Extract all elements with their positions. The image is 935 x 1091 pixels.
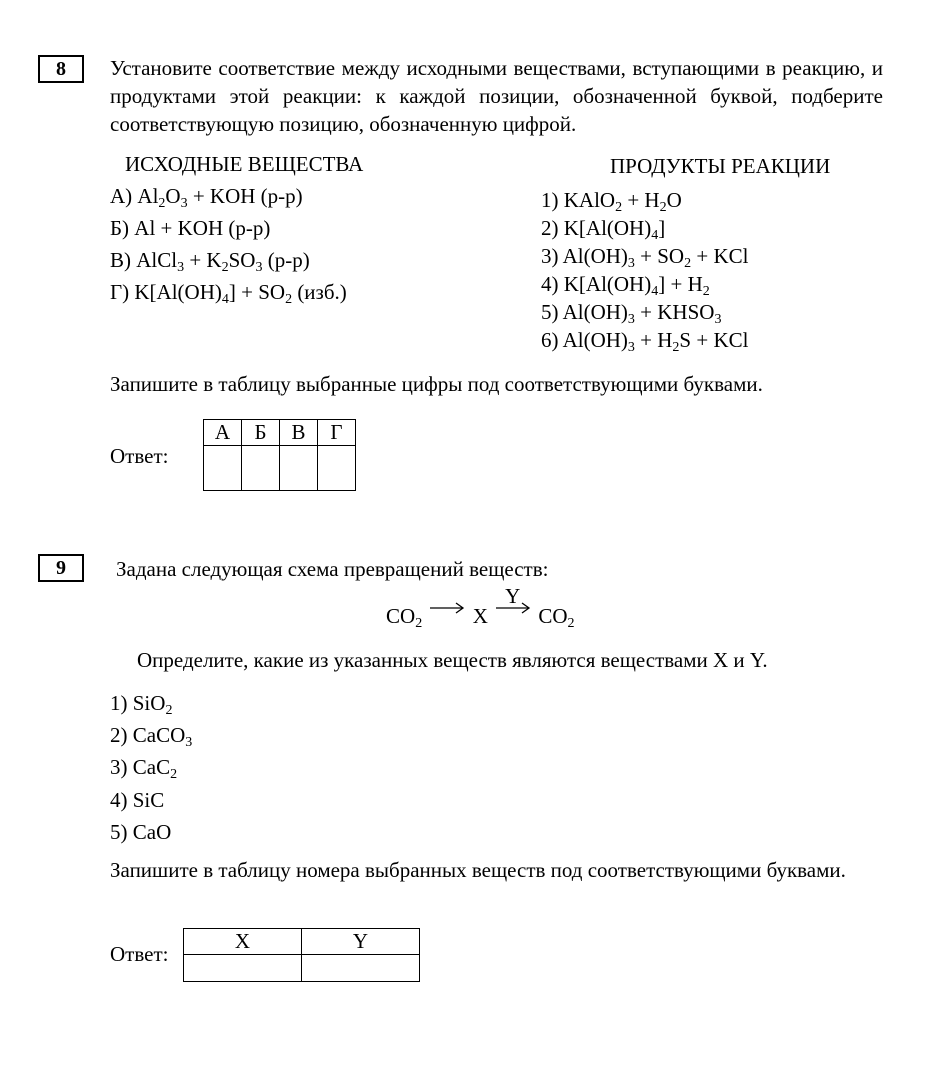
q8-right-header: ПРОДУКТЫ РЕАКЦИИ bbox=[610, 154, 831, 178]
product-2: 2) $K[Al(OH)_4]$ bbox=[541, 216, 666, 243]
product-5: 5) $Al(OH)_3$ + $KHSO_3$ bbox=[541, 300, 722, 327]
question-number-9: 9 bbox=[38, 554, 84, 582]
arrow-right-icon bbox=[429, 598, 465, 618]
product-6: 6) $Al(OH)_3 + H_2S$ + KCl bbox=[541, 328, 749, 355]
product-1: 1) KAlO$_2$ + $H_2O$ bbox=[541, 188, 682, 215]
q9-scheme bbox=[386, 584, 575, 631]
q8-header-b: Б bbox=[242, 420, 280, 446]
q8-answer-table bbox=[203, 419, 356, 491]
reagent-c: В) AlCl$_3$ + $K_2SO_3$ (р-р) bbox=[110, 248, 310, 275]
scheme-start: $CO_2$ bbox=[386, 604, 423, 631]
reagent-d: Г) $K[Al(OH)_4] + SO_2$ (изб.) bbox=[110, 280, 347, 307]
q8-intro: Установите соответствие между исходными веществами, вступающими в реакцию, и продуктами этой реакции: к каждой позиции, обозначенной буквой, подберите соответствующую позицию, обозначенную цифрой. bbox=[110, 56, 883, 136]
question-number-8: 8 bbox=[38, 55, 84, 83]
product-4: 4) $K[Al(OH)_4] + H_2$ bbox=[541, 272, 710, 299]
q9-header-x: X bbox=[184, 929, 302, 955]
q8-header-v: В bbox=[280, 420, 318, 446]
q9-instruction: Запишите в таблицу номера выбранных веществ под соответствующими буквами. bbox=[110, 858, 846, 882]
scheme-mid: X bbox=[472, 604, 488, 628]
q9-intro: Задана следующая схема превращений веществ: bbox=[116, 557, 549, 581]
q8-answer-cell-g[interactable] bbox=[318, 446, 356, 491]
option-4: 4) SiC bbox=[110, 788, 165, 812]
q9-answer-cell-y[interactable] bbox=[302, 955, 420, 982]
arrow-right-labeled-icon bbox=[495, 584, 531, 618]
reagent-b: Б) Al + KOH (р-р) bbox=[110, 216, 271, 240]
q8-answer-cell-v[interactable] bbox=[280, 446, 318, 491]
q8-header-a: А bbox=[204, 420, 242, 446]
q8-answer-cell-a[interactable] bbox=[204, 446, 242, 491]
scheme-end: $CO_2$ bbox=[538, 604, 575, 631]
q9-answer-label: Ответ: bbox=[110, 942, 169, 966]
q9-question: Определите, какие из указанных веществ являются веществами X и Y. bbox=[137, 648, 768, 672]
reagent-a: А) $Al_2O_3$ + KOH (р-р) bbox=[110, 184, 303, 211]
q8-answer-cell-b[interactable] bbox=[242, 446, 280, 491]
q9-header-y: Y bbox=[302, 929, 420, 955]
scheme-over-arrow: Y bbox=[505, 584, 521, 609]
product-3: 3) $Al(OH)_3 + SO_2$ + KCl bbox=[541, 244, 749, 271]
option-3: 3) CaC$_2$ bbox=[110, 755, 178, 782]
q8-instruction: Запишите в таблицу выбранные цифры под соответствующими буквами. bbox=[110, 372, 763, 396]
option-1: 1) SiO$_2$ bbox=[110, 691, 173, 718]
q9-answer-table bbox=[183, 928, 420, 982]
q9-answer-cell-x[interactable] bbox=[184, 955, 302, 982]
q8-answer-label: Ответ: bbox=[110, 444, 169, 468]
option-2: 2) CaCO$_3$ bbox=[110, 723, 193, 750]
q8-left-header: ИСХОДНЫЕ ВЕЩЕСТВА bbox=[125, 152, 364, 176]
option-5: 5) CaO bbox=[110, 820, 172, 844]
q8-header-g: Г bbox=[318, 420, 356, 446]
